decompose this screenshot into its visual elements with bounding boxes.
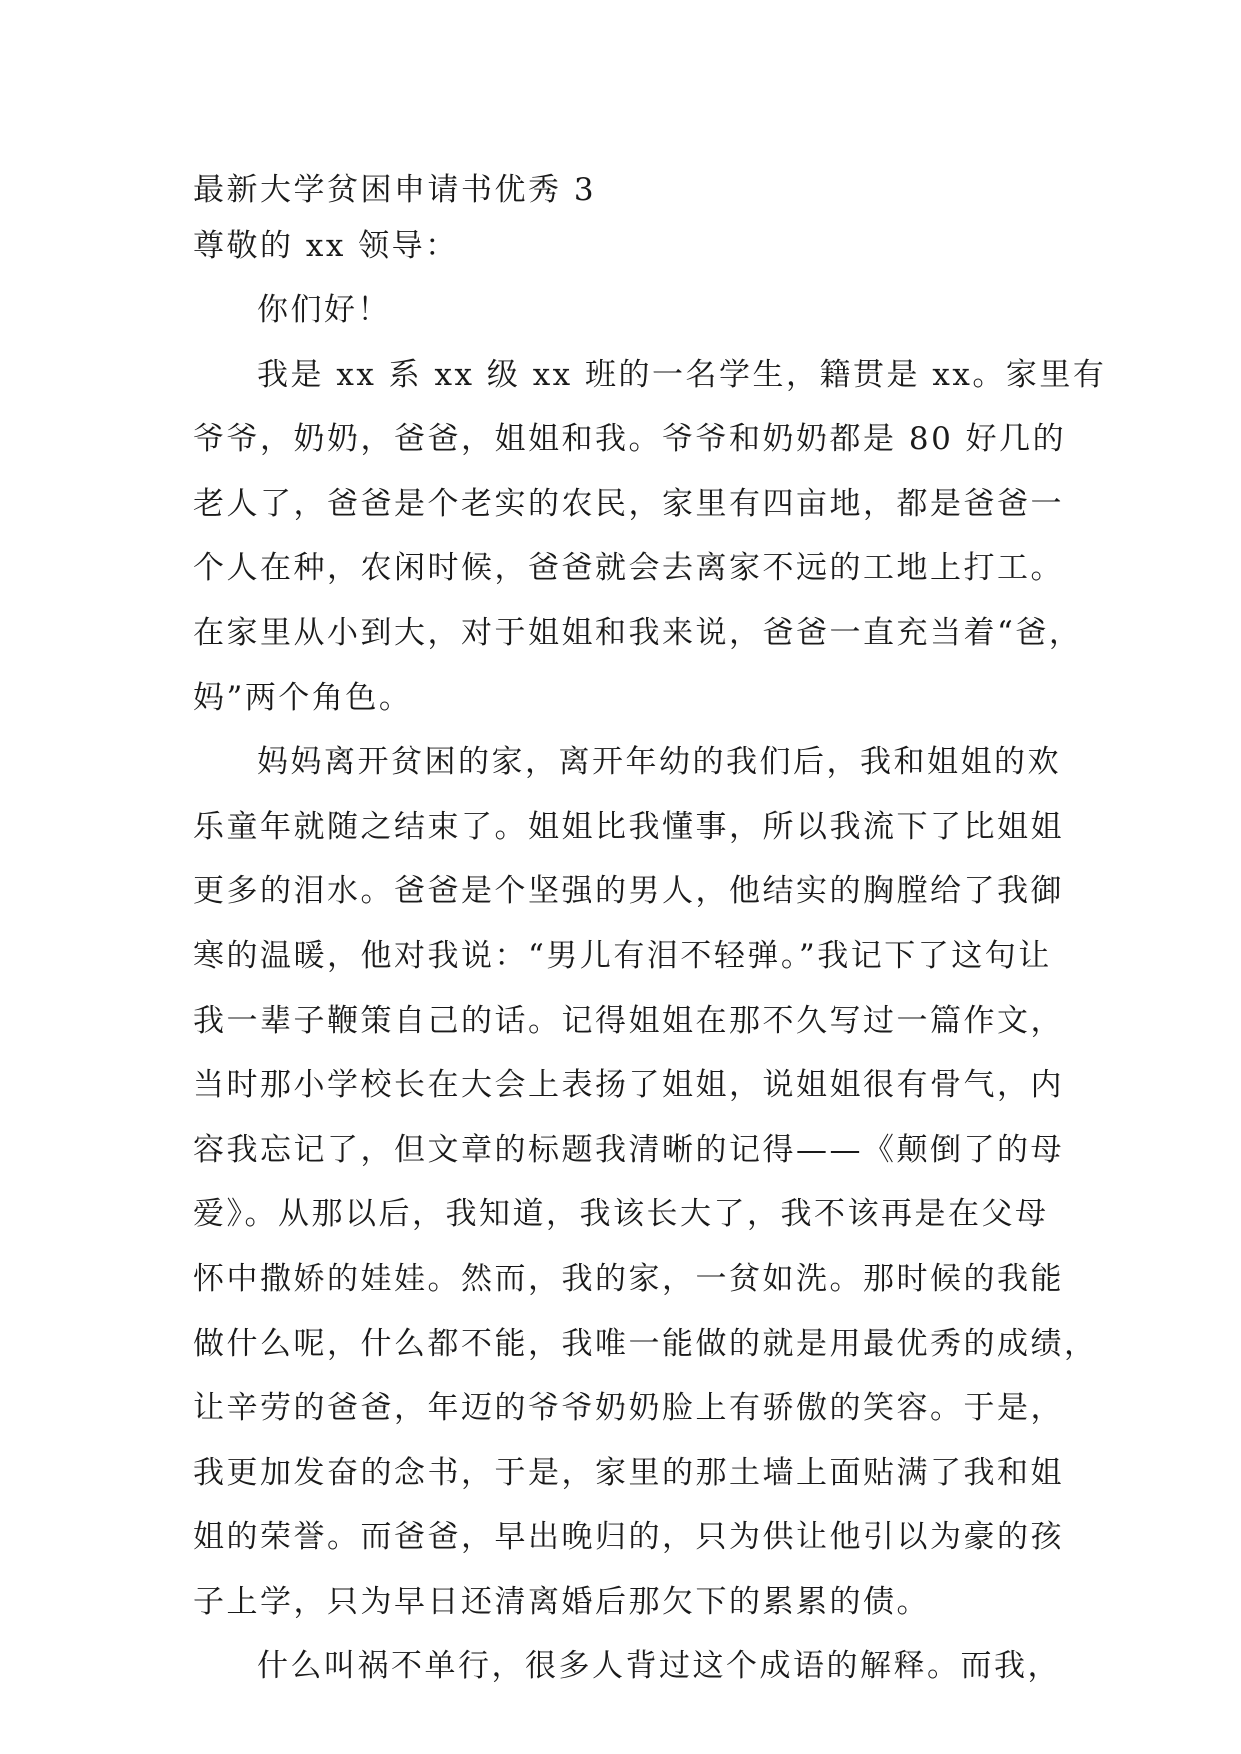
greeting: 你们好！ (257, 292, 391, 328)
paragraph-line: 妈妈离开贫困的家，离开年幼的我们后，我和姐姐的欢 (257, 744, 1061, 781)
paragraph-line: 我更加发奋的念书，于是，家里的那土墙上面贴满了我和姐 (193, 1454, 1064, 1491)
paragraph-line: 子上学，只为早日还清离婚后那欠下的累累的债。 (193, 1583, 930, 1620)
document-title: 最新大学贫困申请书优秀 3 (193, 172, 597, 208)
paragraph-line: 怀中撒娇的娃娃。然而，我的家，一贫如洗。那时候的我能 (193, 1260, 1064, 1297)
paragraph-line: 爷爷，奶奶，爸爸，姐姐和我。爷爷和奶奶都是 80 好几的 (193, 421, 1067, 458)
paragraph-line: 妈”两个角色。 (193, 679, 413, 716)
paragraph-line: 乐童年就随之结束了。姐姐比我懂事，所以我流下了比姐姐 (193, 808, 1064, 845)
paragraph-line: 爱》。从那以后，我知道，我该长大了，我不该再是在父母 (193, 1196, 1049, 1233)
paragraph-line: 我是 xx 系 xx 级 xx 班的一名学生，籍贯是 xx。家里有 (257, 356, 1107, 393)
paragraph-3 (193, 1634, 1073, 1699)
paragraph-line: 姐的荣誉。而爸爸，早出晚归的，只为供让他引以为豪的孩 (193, 1519, 1064, 1556)
paragraph-line: 在家里从小到大，对于姐姐和我来说，爸爸一直充当着“爸， (193, 614, 1083, 651)
document-body (193, 162, 1107, 1699)
paragraph-line: 更多的泪水。爸爸是个坚强的男人，他结实的胸膛给了我御 (193, 873, 1064, 910)
paragraph-line: 我一辈子鞭策自己的话。记得姐姐在那不久写过一篇作文， (193, 1002, 1064, 1039)
salutation: 尊敬的 xx 领导： (193, 228, 459, 264)
paragraph-line: 寒的温暖，他对我说：“男儿有泪不轻弹。”我记下了这句让 (193, 937, 1052, 974)
paragraph-line: 当时那小学校长在大会上表扬了姐姐，说姐姐很有骨气，内 (193, 1067, 1064, 1104)
paragraph-line: 什么叫祸不单行，很多人背过这个成语的解释。而我， (257, 1648, 1061, 1685)
paragraph-line: 老人了，爸爸是个老实的农民，家里有四亩地，都是爸爸一 (193, 485, 1064, 522)
paragraph-2 (193, 730, 1098, 1634)
paragraph-line: 让辛劳的爸爸，年迈的爷爷奶奶脸上有骄傲的笑容。于是， (193, 1390, 1064, 1427)
paragraph-line: 做什么呢，什么都不能，我唯一能做的就是用最优秀的成绩， (193, 1325, 1098, 1362)
paragraph-line: 容我忘记了，但文章的标题我清晰的记得——《颠倒了的母 (193, 1131, 1064, 1168)
paragraph-1 (193, 343, 1107, 731)
paragraph-line: 个人在种，农闲时候，爸爸就会去离家不远的工地上打工。 (193, 550, 1064, 587)
